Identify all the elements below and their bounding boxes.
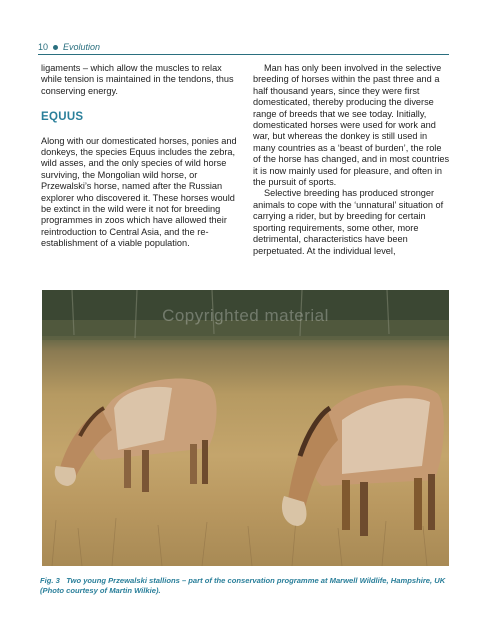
left-horse [55, 378, 217, 492]
right-column [253, 63, 451, 257]
selective-breeding-paragraph: Selective breeding has produced stronger animals to cope with the ‘unnatural’ situation of carrying a rider, but by breeding for certain sporting requirements, some other, more detrimental, characteristics have been perpetuated. At the individual level, [253, 188, 444, 256]
section-heading: EQUUS [41, 111, 84, 124]
intro-paragraph: ligaments – which allow the muscles to relax while tension is maintained in the tendons, thus conserving energy. [41, 63, 234, 96]
figure-label: Fig. 3 [40, 576, 60, 585]
left-column [41, 63, 237, 250]
figure-caption [40, 576, 455, 596]
copyright-watermark: Copyrighted material [162, 306, 329, 325]
right-horse [282, 385, 444, 536]
equus-paragraph: Along with our domesticated horses, ponies and donkeys, the species Equus includes the zebra, wild asses, and the only species of wild horse surviving, the Mongolian wild horse, or Przewalski’s horse, named after the Russian explorer who discovered it. These horses would be extinct in the wild were it not for breeding programmes in zoos which have allowed their reintroduction to Central Asia, and the re-establishment of a viable population. [41, 135, 237, 249]
breeding-paragraph: Man has only been involved in the selective breeding of horses within the past three and a half thousand years, since they were first domesticated, thereby producing the diverse range of breeds that we see today. Initially, domesticated horses were used for work and war, but whereas the donkey is still used in many countries as a ‘beast of burden’, the role of the horse has changed, and in most countries it is now mainly used for pleasure, and often in the pursuit of sports. [253, 63, 450, 188]
horse-photo [42, 290, 449, 566]
page-header [38, 41, 100, 53]
caption-text: Two young Przewalski stallions – part of the conservation programme at Marwell Wildlife, Hampshire, UK (Photo courtesy of Martin Wilkie). [40, 576, 446, 595]
header-dot-icon [53, 45, 58, 50]
section-title: Evolution [63, 42, 101, 52]
photo-illustration [42, 290, 449, 566]
header-rule [38, 54, 449, 55]
page-number: 10 [38, 42, 49, 52]
